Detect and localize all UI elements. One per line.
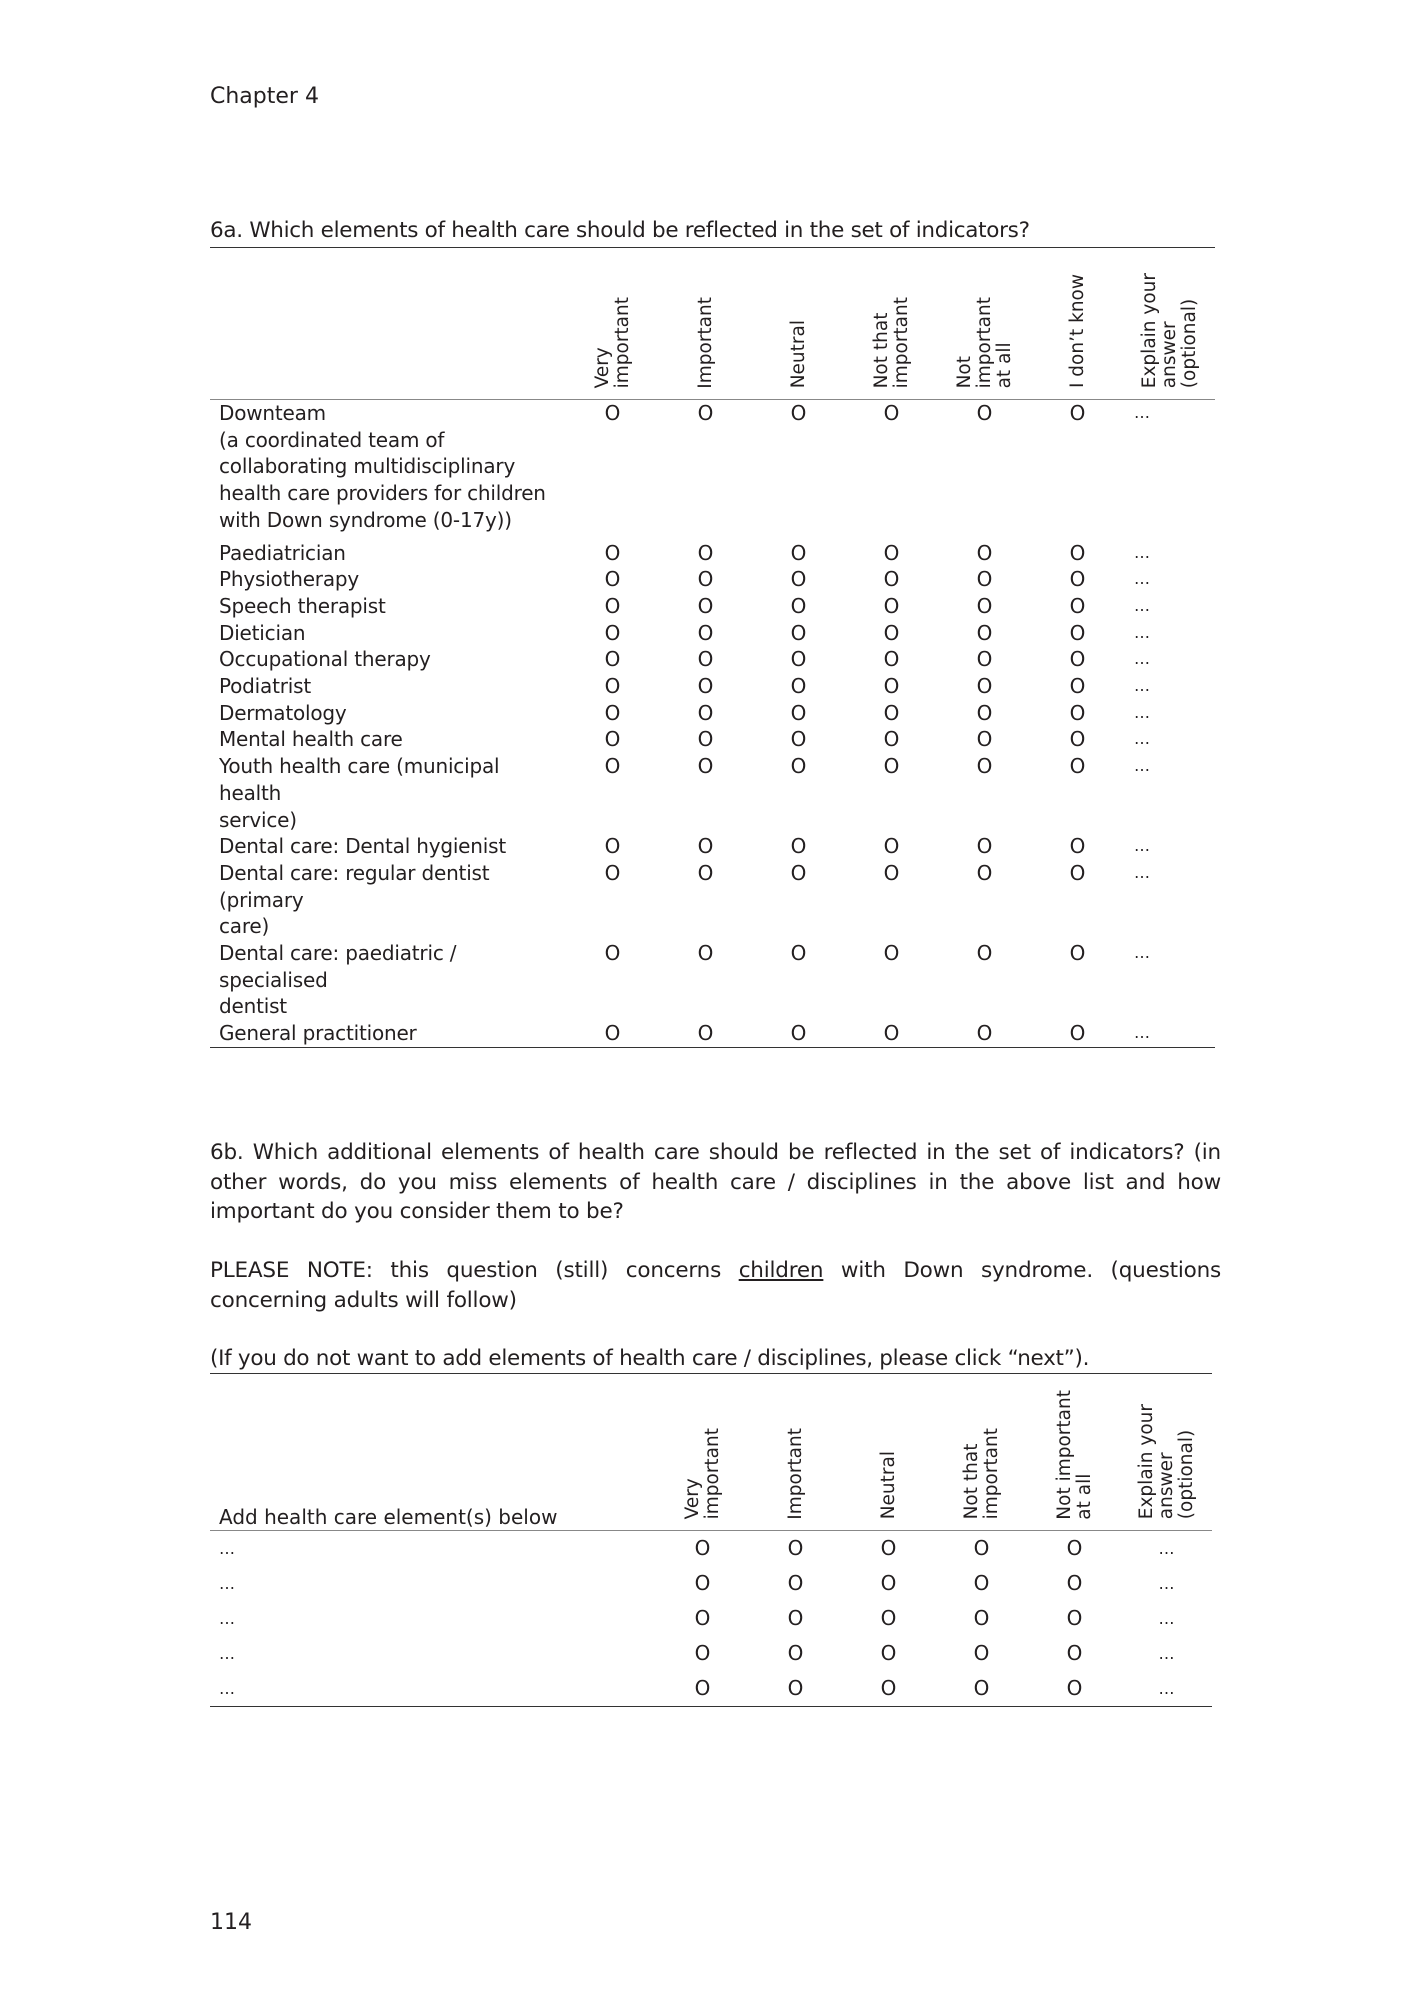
- radio-option-not-important-at-all[interactable]: O: [976, 567, 993, 592]
- column-header-label: Very important: [681, 1427, 723, 1520]
- radio-option-i-don-t-know[interactable]: O: [1069, 754, 1086, 779]
- radio-option-very-important[interactable]: O: [604, 834, 621, 859]
- table-row: [210, 646, 1215, 673]
- next-instruction: (If you do not want to add elements of health care / disciplines, please click “next”).: [210, 1346, 1212, 1374]
- explain-answer-field[interactable]: …: [1134, 862, 1150, 882]
- column-header-not-important-at-all: [938, 249, 1031, 400]
- radio-option-not-that-important[interactable]: O: [883, 860, 900, 885]
- radio-option-i-don-t-know[interactable]: O: [1069, 593, 1086, 618]
- column-header-label: Not important at all: [1053, 1389, 1095, 1520]
- explain-answer-field[interactable]: …: [1158, 1539, 1175, 1558]
- add-element-input[interactable]: …: [219, 1644, 235, 1663]
- radio-option-not-that-important[interactable]: O: [845, 1020, 938, 1047]
- radio-option-i-don-t-know[interactable]: O: [1069, 540, 1086, 565]
- radio-option-very-important[interactable]: O: [694, 1536, 711, 1560]
- table-row: [210, 940, 1215, 1020]
- explain-answer-field[interactable]: …: [1121, 1671, 1212, 1707]
- column-header-not-important-at-all: [1028, 1377, 1121, 1531]
- radio-option-i-don-t-know[interactable]: O: [1069, 700, 1086, 725]
- explain-answer-field[interactable]: …: [1134, 569, 1150, 589]
- column-header-very-important: [656, 1377, 749, 1531]
- table-row: [210, 833, 1215, 860]
- radio-option-important[interactable]: O: [697, 700, 714, 725]
- explain-answer-field[interactable]: …: [1134, 622, 1150, 642]
- explain-answer-field[interactable]: …: [1134, 649, 1150, 669]
- radio-option-important[interactable]: O: [697, 620, 714, 645]
- radio-option-neutral[interactable]: O: [790, 700, 807, 725]
- radio-option-not-important-at-all[interactable]: O: [976, 700, 993, 725]
- explain-answer-field[interactable]: …: [1134, 836, 1150, 856]
- radio-option-very-important[interactable]: O: [694, 1571, 711, 1595]
- header-blank: [210, 249, 566, 400]
- radio-option-neutral[interactable]: O: [790, 540, 807, 565]
- column-header-label: Important: [784, 1427, 806, 1520]
- radio-option-very-important[interactable]: O: [604, 674, 621, 699]
- row-label: Youth health care (municipal health service): [219, 754, 500, 832]
- row-label: Dental care: regular dentist (primary care): [219, 860, 490, 939]
- radio-option-neutral[interactable]: O: [880, 1641, 897, 1665]
- radio-option-very-important[interactable]: O: [604, 700, 621, 725]
- radio-option-not-that-important[interactable]: O: [973, 1571, 990, 1595]
- radio-option-very-important[interactable]: O: [604, 593, 621, 618]
- radio-option-i-don-t-know[interactable]: O: [1069, 860, 1086, 885]
- table-row: [210, 860, 1215, 940]
- row-label: Downteam (a coordinated team of collaborating multidisciplinary health care providers for children with Down syndrome (0-17y)): [219, 401, 546, 532]
- radio-option-i-don-t-know[interactable]: O: [1069, 567, 1086, 592]
- radio-option-not-that-important[interactable]: O: [973, 1606, 990, 1630]
- radio-option-i-don-t-know[interactable]: O: [1069, 834, 1086, 859]
- column-header-label: Explain your answer (optional): [1135, 1404, 1197, 1520]
- add-element-input[interactable]: …: [219, 1539, 235, 1558]
- question-6b-table: [210, 1377, 1212, 1707]
- radio-option-neutral[interactable]: O: [790, 593, 807, 618]
- radio-option-not-important-at-all[interactable]: O: [1066, 1571, 1083, 1595]
- radio-option-i-don-t-know[interactable]: O: [1069, 727, 1086, 752]
- column-header-label: Not important at all: [953, 296, 1015, 389]
- add-element-header: Add health care element(s) below: [210, 1377, 656, 1531]
- column-header-very-important: [566, 249, 659, 400]
- table-row: [210, 540, 1215, 567]
- radio-option-important[interactable]: O: [697, 860, 714, 885]
- radio-option-not-that-important[interactable]: O: [883, 754, 900, 779]
- radio-option-important[interactable]: O: [659, 1020, 752, 1047]
- add-element-input[interactable]: …: [210, 1671, 656, 1707]
- column-header-label: I don’t know: [1066, 274, 1088, 389]
- radio-option-very-important[interactable]: O: [604, 540, 621, 565]
- explain-answer-field[interactable]: …: [1158, 1609, 1175, 1628]
- radio-option-very-important[interactable]: O: [604, 754, 621, 779]
- radio-option-not-that-important[interactable]: O: [883, 620, 900, 645]
- radio-option-i-don-t-know[interactable]: O: [1069, 620, 1086, 645]
- table-row: [210, 673, 1215, 700]
- explain-answer-field[interactable]: …: [1134, 729, 1150, 749]
- radio-option-not-important-at-all[interactable]: O: [976, 754, 993, 779]
- question-6b-title: 6b. Which additional elements of health care should be reflected in the set of indicators? (in other words, do you miss elements of health care / disciplines in the above list and how important do you consider them to be?: [210, 1140, 1221, 1225]
- radio-option-neutral[interactable]: O: [790, 941, 807, 966]
- radio-option-neutral[interactable]: O: [790, 834, 807, 859]
- table-row: [210, 700, 1215, 727]
- radio-option-important[interactable]: O: [787, 1536, 804, 1560]
- radio-option-very-important[interactable]: O: [604, 567, 621, 592]
- row-label: Dermatology: [219, 700, 347, 725]
- radio-option-very-important[interactable]: O: [604, 401, 621, 425]
- radio-option-not-that-important[interactable]: O: [973, 1536, 990, 1560]
- radio-option-very-important[interactable]: O: [604, 620, 621, 645]
- radio-option-very-important[interactable]: O: [656, 1671, 749, 1707]
- row-label: Paediatrician: [219, 540, 346, 565]
- column-header-explain-your-answer-optional: [1124, 249, 1215, 400]
- radio-option-not-that-important[interactable]: O: [883, 567, 900, 592]
- radio-option-not-that-important[interactable]: O: [883, 941, 900, 966]
- radio-option-neutral[interactable]: O: [790, 860, 807, 885]
- column-header-label: Not that important: [960, 1427, 1002, 1520]
- table-row: [210, 593, 1215, 620]
- radio-option-very-important[interactable]: O: [566, 1020, 659, 1047]
- radio-option-important[interactable]: O: [697, 593, 714, 618]
- row-label: Dietician: [219, 620, 306, 645]
- column-header-important: [659, 249, 752, 400]
- radio-option-not-that-important[interactable]: O: [883, 593, 900, 618]
- column-header-label: Neutral: [877, 1451, 899, 1520]
- radio-option-important[interactable]: O: [697, 567, 714, 592]
- table-row: [210, 1671, 1212, 1707]
- chapter-heading: Chapter 4: [210, 84, 319, 109]
- note-emphasis: children: [738, 1258, 824, 1284]
- column-header-neutral: [752, 249, 845, 400]
- radio-option-neutral[interactable]: O: [790, 620, 807, 645]
- radio-option-neutral[interactable]: O: [790, 401, 807, 425]
- radio-option-important[interactable]: O: [697, 647, 714, 672]
- radio-option-important[interactable]: O: [787, 1606, 804, 1630]
- table-row: [210, 400, 1215, 540]
- radio-option-neutral[interactable]: O: [790, 567, 807, 592]
- table-row: [210, 1601, 1212, 1636]
- radio-option-very-important[interactable]: O: [604, 860, 621, 885]
- radio-option-important[interactable]: O: [787, 1641, 804, 1665]
- table-row: [210, 1636, 1212, 1671]
- column-header-label: Neutral: [787, 320, 809, 389]
- table-row: [210, 566, 1215, 593]
- radio-option-important[interactable]: O: [697, 727, 714, 752]
- add-element-input[interactable]: …: [219, 1609, 235, 1628]
- radio-option-not-important-at-all[interactable]: O: [938, 1020, 1031, 1047]
- explain-answer-field[interactable]: …: [1134, 756, 1150, 776]
- radio-option-not-that-important[interactable]: O: [883, 674, 900, 699]
- radio-option-neutral[interactable]: O: [790, 754, 807, 779]
- radio-option-important[interactable]: O: [787, 1571, 804, 1595]
- row-label: Mental health care: [219, 727, 403, 752]
- explain-answer-field[interactable]: …: [1158, 1644, 1175, 1663]
- explain-answer-field[interactable]: …: [1134, 702, 1150, 722]
- column-header-label: Not that important: [870, 296, 912, 389]
- explain-answer-field[interactable]: …: [1134, 542, 1150, 562]
- radio-option-not-that-important[interactable]: O: [973, 1641, 990, 1665]
- question-6b-note: [210, 1256, 1221, 1315]
- row-label: General practitioner: [210, 1020, 566, 1047]
- radio-option-important[interactable]: O: [749, 1671, 842, 1707]
- radio-option-not-that-important[interactable]: O: [883, 700, 900, 725]
- radio-option-very-important[interactable]: O: [694, 1641, 711, 1665]
- radio-option-important[interactable]: O: [697, 401, 714, 425]
- radio-option-neutral[interactable]: O: [752, 1020, 845, 1047]
- radio-option-important[interactable]: O: [697, 941, 714, 966]
- radio-option-not-that-important[interactable]: O: [883, 401, 900, 425]
- radio-option-neutral[interactable]: O: [880, 1536, 897, 1560]
- explain-answer-field[interactable]: …: [1124, 1020, 1215, 1047]
- radio-option-not-important-at-all[interactable]: O: [976, 727, 993, 752]
- column-header-neutral: [842, 1377, 935, 1531]
- radio-option-very-important[interactable]: O: [604, 941, 621, 966]
- radio-option-not-that-important[interactable]: O: [883, 834, 900, 859]
- radio-option-not-important-at-all[interactable]: O: [976, 540, 993, 565]
- table-header-row: [210, 249, 1215, 400]
- explain-answer-field[interactable]: …: [1134, 676, 1150, 696]
- row-label: Physiotherapy: [219, 567, 360, 592]
- column-header-label: Explain your answer (optional): [1138, 273, 1200, 389]
- radio-option-very-important[interactable]: O: [604, 727, 621, 752]
- radio-option-i-don-t-know[interactable]: O: [1031, 1020, 1124, 1047]
- radio-option-not-important-at-all[interactable]: O: [1028, 1671, 1121, 1707]
- radio-option-important[interactable]: O: [697, 540, 714, 565]
- column-header-not-that-important: [845, 249, 938, 400]
- radio-option-very-important[interactable]: O: [694, 1606, 711, 1630]
- note-text: with Down syndrome. (questions concerning adults will follow): [210, 1258, 1222, 1313]
- table-row: [210, 1020, 1215, 1047]
- column-header-explain-your-answer-optional: [1121, 1377, 1212, 1531]
- row-label: Speech therapist: [219, 593, 386, 618]
- column-header-label: Very important: [591, 296, 633, 389]
- table-row: [210, 726, 1215, 753]
- radio-option-neutral[interactable]: O: [842, 1671, 935, 1707]
- question-6a-title: 6a. Which elements of health care should be reflected in the set of indicators?: [210, 218, 1215, 248]
- radio-option-important[interactable]: O: [697, 834, 714, 859]
- table-row: [210, 1531, 1212, 1567]
- table-header-row: [210, 1377, 1212, 1531]
- radio-option-not-important-at-all[interactable]: O: [976, 674, 993, 699]
- radio-option-i-don-t-know[interactable]: O: [1069, 647, 1086, 672]
- radio-option-important[interactable]: O: [697, 674, 714, 699]
- radio-option-not-important-at-all[interactable]: O: [976, 860, 993, 885]
- column-header-important: [749, 1377, 842, 1531]
- question-6a-table: [210, 249, 1215, 1048]
- radio-option-i-don-t-know[interactable]: O: [1069, 674, 1086, 699]
- note-text: PLEASE NOTE: this question (still) concerns: [210, 1258, 739, 1284]
- radio-option-neutral[interactable]: O: [790, 674, 807, 699]
- row-label: Occupational therapy: [219, 647, 431, 672]
- radio-option-not-that-important[interactable]: O: [935, 1671, 1028, 1707]
- radio-option-not-important-at-all[interactable]: O: [1066, 1606, 1083, 1630]
- radio-option-neutral[interactable]: O: [880, 1571, 897, 1595]
- radio-option-not-important-at-all[interactable]: O: [1066, 1641, 1083, 1665]
- radio-option-very-important[interactable]: O: [604, 647, 621, 672]
- table-row: [210, 620, 1215, 647]
- explain-answer-field[interactable]: …: [1134, 943, 1150, 963]
- column-header-i-don-t-know: [1031, 249, 1124, 400]
- add-element-input[interactable]: …: [219, 1574, 235, 1593]
- radio-option-not-important-at-all[interactable]: O: [976, 401, 993, 425]
- radio-option-i-don-t-know[interactable]: O: [1069, 401, 1086, 425]
- row-label: Dental care: Dental hygienist: [219, 834, 506, 859]
- page-number: 114: [210, 1910, 252, 1935]
- radio-option-not-that-important[interactable]: O: [883, 727, 900, 752]
- radio-option-important[interactable]: O: [697, 754, 714, 779]
- row-label: Podiatrist: [219, 674, 311, 699]
- radio-option-not-that-important[interactable]: O: [883, 647, 900, 672]
- radio-option-not-that-important[interactable]: O: [883, 540, 900, 565]
- radio-option-neutral[interactable]: O: [790, 727, 807, 752]
- column-header-label: Important: [694, 296, 716, 389]
- radio-option-neutral[interactable]: O: [790, 647, 807, 672]
- explain-answer-field[interactable]: …: [1134, 595, 1150, 615]
- radio-option-not-important-at-all[interactable]: O: [1066, 1536, 1083, 1560]
- radio-option-neutral[interactable]: O: [880, 1606, 897, 1630]
- row-label: Dental care: paediatric / specialised dentist: [219, 941, 457, 1019]
- table-row: [210, 753, 1215, 833]
- radio-option-not-important-at-all[interactable]: O: [976, 620, 993, 645]
- radio-option-not-important-at-all[interactable]: O: [976, 941, 993, 966]
- radio-option-i-don-t-know[interactable]: O: [1069, 941, 1086, 966]
- column-header-not-that-important: [935, 1377, 1028, 1531]
- question-6b-text: [210, 1138, 1221, 1345]
- explain-answer-field[interactable]: …: [1158, 1574, 1175, 1593]
- table-row: [210, 1566, 1212, 1601]
- radio-option-not-important-at-all[interactable]: O: [976, 647, 993, 672]
- explain-answer-field[interactable]: …: [1134, 403, 1150, 422]
- radio-option-not-important-at-all[interactable]: O: [976, 593, 993, 618]
- radio-option-not-important-at-all[interactable]: O: [976, 834, 993, 859]
